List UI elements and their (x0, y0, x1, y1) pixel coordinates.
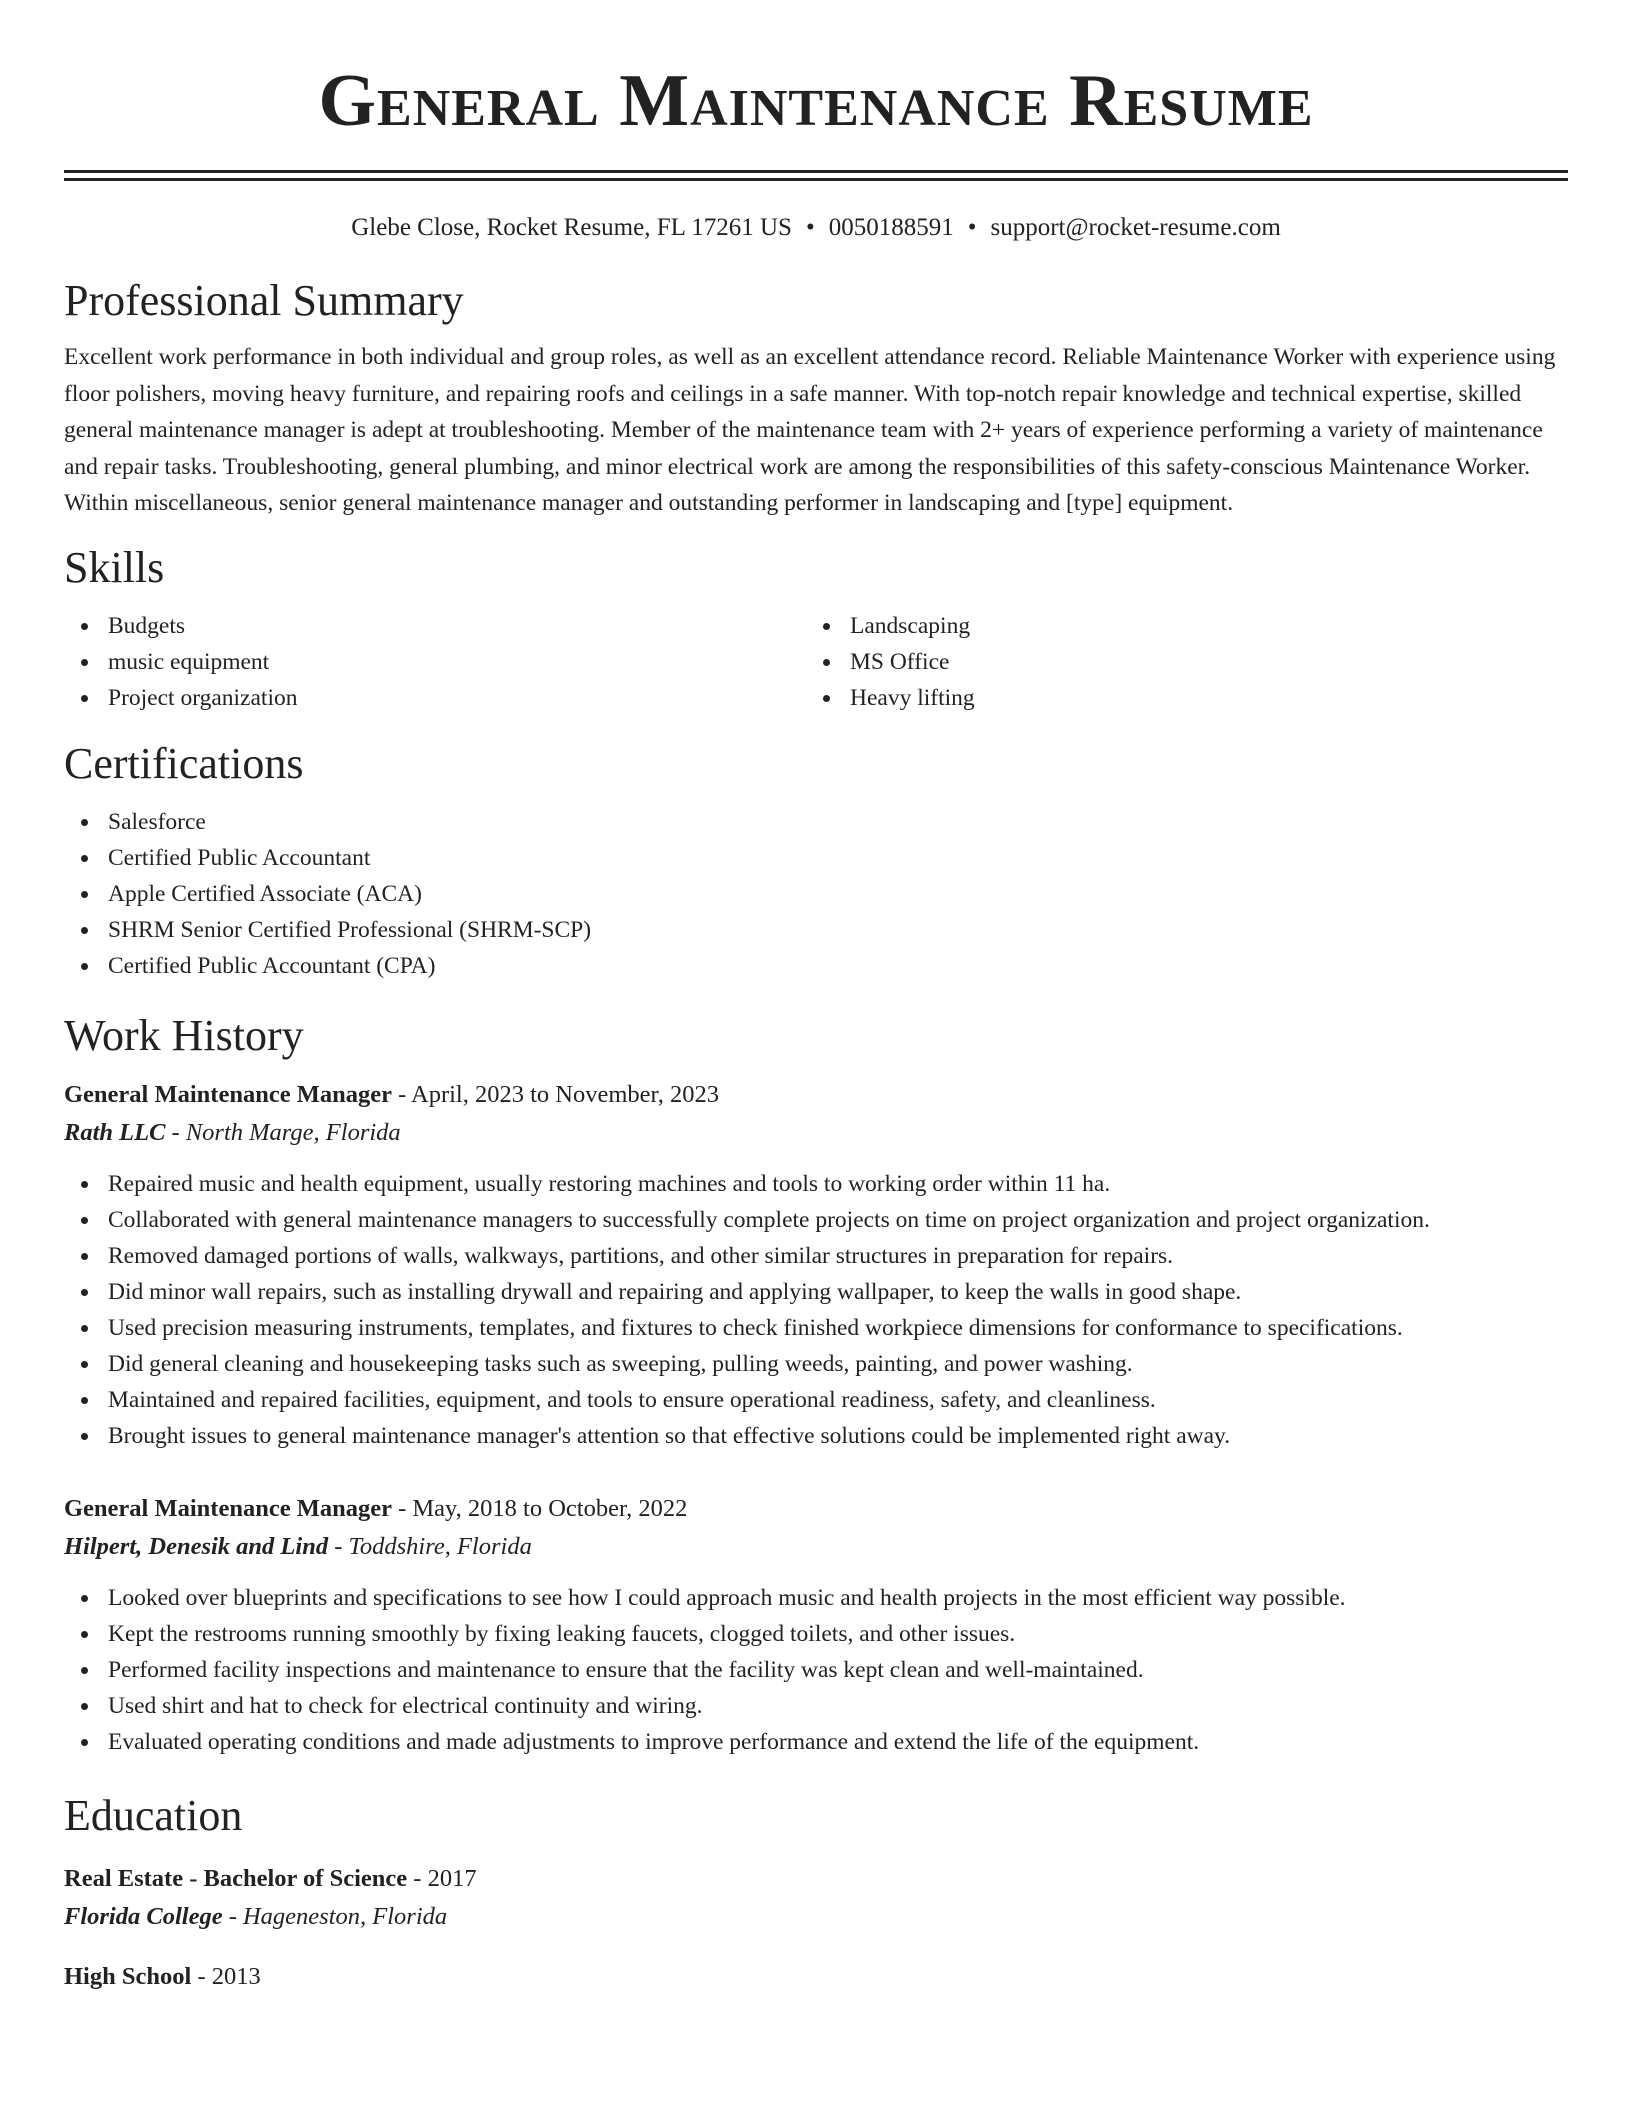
skills-columns (64, 608, 1568, 716)
certification-item: Salesforce (64, 804, 1568, 840)
degree-year: - 2013 (191, 1962, 261, 1990)
certification-item: SHRM Senior Certified Professional (SHRM-SCP) (64, 912, 1568, 948)
job-entry (64, 1490, 1568, 1760)
job-title-line (64, 1076, 1568, 1114)
employer-name: Rath LLC (64, 1118, 166, 1146)
contact-phone: 0050188591 (828, 214, 954, 241)
degree-year: - 2017 (407, 1864, 477, 1892)
skill-item: MS Office (806, 644, 1548, 680)
employer-name: Hilpert, Denesik and Lind (64, 1532, 329, 1560)
certification-item: Certified Public Accountant (CPA) (64, 948, 1568, 984)
education-entry (64, 1860, 1568, 1936)
title-divider (64, 170, 1568, 181)
job-duty: Evaluated operating conditions and made adjustments to improve performance and extend the life of the equipment. (64, 1724, 1568, 1760)
job-duty: Performed facility inspections and maintenance to ensure that the facility was kept clean and well-maintained. (64, 1652, 1568, 1688)
job-duty: Looked over blueprints and specifications to see how I could approach music and health projects in the most efficient way possible. (64, 1580, 1568, 1616)
degree-line (64, 1958, 1568, 1996)
page-title: General Maintenance Resume (318, 60, 1314, 142)
skill-item: Landscaping (806, 608, 1548, 644)
employer-location: - Toddshire, Florida (328, 1532, 532, 1560)
section-heading-certifications: Certifications (64, 738, 304, 788)
section-heading-work-history: Work History (64, 1010, 304, 1060)
job-duty: Brought issues to general maintenance manager's attention so that effective solutions could be implemented right away. (64, 1418, 1568, 1454)
job-duty: Used precision measuring instruments, templates, and fixtures to check finished workpiece dimensions for conformance to specifications. (64, 1310, 1568, 1346)
degree-name: High School (64, 1962, 192, 1990)
job-duty: Collaborated with general maintenance managers to successfully complete projects on time on project organization and project organization. (64, 1202, 1568, 1238)
school-line (64, 1898, 1568, 1936)
skill-item: Heavy lifting (806, 680, 1548, 716)
summary-text: Excellent work performance in both individual and group roles, as well as an excellent attendance record. Reliable Maintenance Worker with experience using floor polishers, moving heavy furniture, and repairing roofs and ceilings in a safe manner. With top-notch repair knowledge and technical expertise, skilled general maintenance manager is adept at troubleshooting. Member of the maintenance team with 2+ years of experience performing a variety of maintenance and repair tasks. Troubleshooting, general plumbing, and minor electrical work are among the responsibilities of this safety-conscious Maintenance Worker. Within miscellaneous, senior general maintenance manager and outstanding performer in landscaping and [type] equipment. (64, 344, 1556, 516)
job-title-line (64, 1490, 1568, 1528)
job-entry (64, 1076, 1568, 1454)
job-duty: Maintained and repaired facilities, equipment, and tools to ensure operational readiness, safety, and cleanliness. (64, 1382, 1568, 1418)
education-entry (64, 1958, 1568, 1996)
degree-name: Real Estate - Bachelor of Science (64, 1864, 408, 1892)
section-heading-skills: Skills (64, 542, 165, 592)
employer-line (64, 1528, 1568, 1566)
certification-item: Certified Public Accountant (64, 840, 1568, 876)
contact-email: support@rocket-resume.com (990, 214, 1281, 241)
degree-line (64, 1860, 1568, 1898)
job-duties-list (64, 1580, 1568, 1760)
skill-item: Budgets (64, 608, 806, 644)
section-heading-education: Education (64, 1790, 243, 1840)
job-duty: Did minor wall repairs, such as installing drywall and repairing and applying wallpaper, to keep the walls in good shape. (64, 1274, 1568, 1310)
skills-list-left (64, 608, 806, 716)
job-dates: - May, 2018 to October, 2022 (391, 1494, 688, 1522)
employer-line (64, 1114, 1568, 1152)
contact-separator: • (805, 214, 815, 241)
contact-line (64, 211, 1568, 245)
job-duty: Kept the restrooms running smoothly by fixing leaking faucets, clogged toilets, and other issues. (64, 1616, 1568, 1652)
job-duty: Repaired music and health equipment, usually restoring machines and tools to working order within 11 ha. (64, 1166, 1568, 1202)
job-duty: Did general cleaning and housekeeping tasks such as sweeping, pulling weeds, painting, and power washing. (64, 1346, 1568, 1382)
skills-list-right (806, 608, 1548, 716)
section-heading-summary: Professional Summary (64, 276, 464, 325)
job-duty: Removed damaged portions of walls, walkways, partitions, and other similar structures in preparation for repairs. (64, 1238, 1568, 1274)
certification-item: Apple Certified Associate (ACA) (64, 876, 1568, 912)
certifications-list (64, 804, 1568, 984)
job-title: General Maintenance Manager (64, 1080, 392, 1108)
skill-item: music equipment (64, 644, 806, 680)
job-dates: - April, 2023 to November, 2023 (391, 1080, 719, 1108)
job-duty: Used shirt and hat to check for electrical continuity and wiring. (64, 1688, 1568, 1724)
school-name: Florida College (64, 1902, 223, 1930)
job-title: General Maintenance Manager (64, 1494, 392, 1522)
school-location: - Hageneston, Florida (222, 1902, 448, 1930)
job-duties-list (64, 1166, 1568, 1454)
contact-separator: • (967, 214, 977, 241)
employer-location: - North Marge, Florida (165, 1118, 401, 1146)
contact-address: Glebe Close, Rocket Resume, FL 17261 US (351, 214, 792, 241)
skill-item: Project organization (64, 680, 806, 716)
